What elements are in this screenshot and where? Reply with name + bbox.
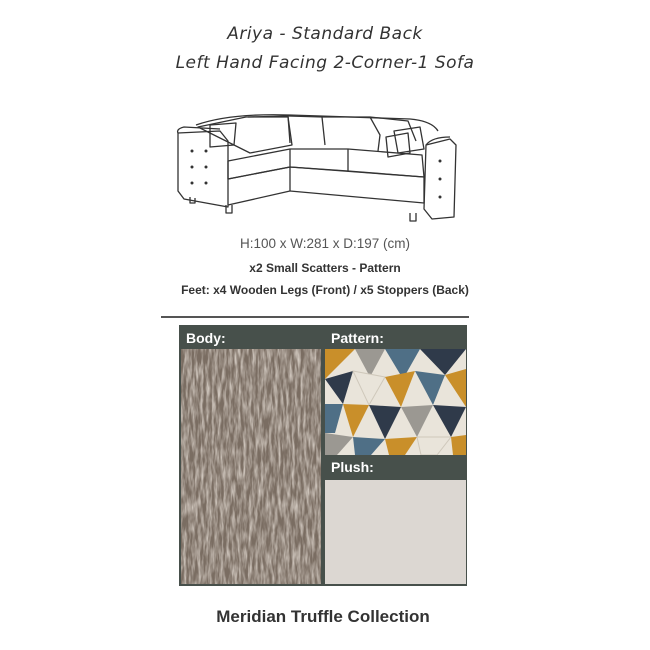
section-divider (161, 316, 469, 318)
product-subtitle: Left Hand Facing 2-Corner-1 Sofa (175, 53, 475, 73)
pattern-label: Pattern: (331, 330, 384, 346)
plush-label: Plush: (331, 459, 374, 475)
plush-fabric-swatch (325, 480, 466, 584)
product-title: Ariya - Standard Back (227, 24, 423, 44)
dimensions-text: H:100 x W:281 x D:197 (cm) (239, 236, 411, 251)
body-label: Body: (186, 330, 226, 346)
sofa-line-drawing (170, 105, 470, 225)
scatters-text: x2 Small Scatters - Pattern (249, 261, 401, 275)
feet-text: Feet: x4 Wooden Legs (Front) / x5 Stoppers (Back) (181, 283, 469, 297)
collection-name: Meridian Truffle Collection (216, 607, 430, 626)
pattern-fabric-swatch (325, 349, 466, 455)
body-fabric-swatch (181, 349, 321, 584)
